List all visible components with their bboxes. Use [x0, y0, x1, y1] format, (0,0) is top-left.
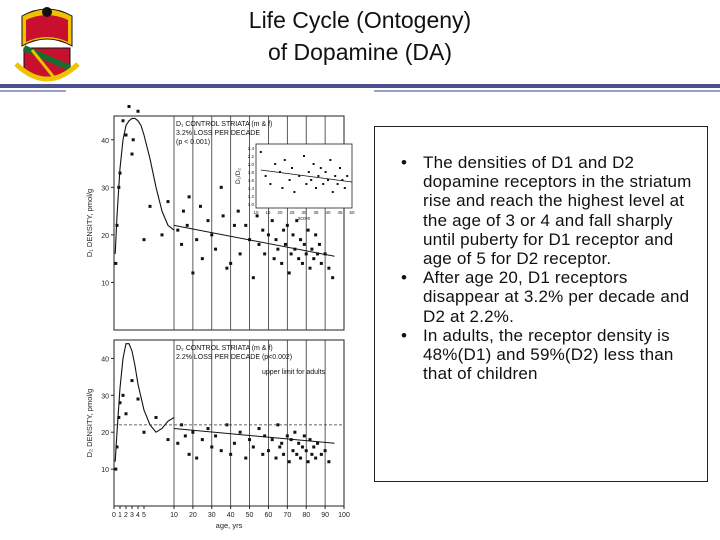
inset-point — [327, 179, 329, 181]
d1-point — [191, 271, 194, 274]
inset-xtick-label: 50 — [349, 210, 355, 215]
d1-ylabel: D₁ DENSITY, pmol/g — [85, 188, 94, 258]
d1-title: D₁ CONTROL STRIATA (m & f) — [176, 121, 273, 128]
d2-xtick-label: 100 — [338, 512, 350, 519]
d1-point — [132, 138, 135, 141]
d1-point — [252, 276, 255, 279]
d1-point — [290, 252, 293, 255]
d1-point — [309, 267, 312, 270]
d1-point — [273, 257, 276, 260]
d1-point — [114, 262, 117, 265]
d2-subtitle: 2.2% LOSS PER DECADE (p<0.002) — [176, 354, 293, 361]
d2-point — [191, 431, 194, 434]
d1-point — [275, 238, 278, 241]
inset-point — [289, 179, 291, 181]
d2-point — [327, 460, 330, 463]
d1-point — [182, 210, 185, 213]
d2-point — [122, 394, 125, 397]
d2-ytick-label: 20 — [101, 430, 109, 438]
d2-xtick-label: 30 — [207, 512, 216, 519]
d1-point — [116, 224, 119, 227]
d1-point — [288, 271, 291, 274]
d1-point — [320, 262, 323, 265]
d1-ytick-label: 20 — [101, 232, 109, 240]
d2-xtick-label: 3 — [130, 512, 134, 519]
d1-point — [318, 243, 321, 246]
inset-ytick-label: 2.2 — [247, 154, 254, 159]
d2-point — [309, 438, 312, 441]
d2-point — [278, 445, 281, 448]
d2-point — [244, 457, 247, 460]
inset-point — [308, 171, 310, 173]
d1-point — [310, 248, 313, 251]
d1-point — [131, 153, 134, 156]
d2-point — [114, 468, 117, 471]
d1-point — [161, 233, 164, 236]
inset-point — [274, 163, 276, 165]
slide-title — [140, 4, 580, 68]
d2-point — [233, 442, 236, 445]
d2-xtick-label: 10 — [170, 512, 178, 519]
d1-point — [237, 210, 240, 213]
inset-point — [293, 191, 295, 193]
d1-point — [117, 186, 120, 189]
inset-point — [322, 183, 324, 185]
d2-point — [184, 434, 187, 437]
d2-xlabel: age, yrs — [215, 521, 243, 530]
d2-point — [314, 457, 317, 460]
d2-point — [324, 449, 327, 452]
d1-point — [149, 205, 152, 208]
d1-point — [220, 186, 223, 189]
d2-xtick-label: 70 — [283, 512, 292, 519]
d2-point — [275, 457, 278, 460]
d1-point — [201, 257, 204, 260]
d1-point — [122, 119, 125, 122]
inset-ytick-label: 1.4 — [247, 186, 254, 191]
d1-point — [282, 229, 285, 232]
d2-xtick-label: 60 — [264, 512, 273, 519]
inset-xtick-label: 40 — [325, 210, 331, 215]
d2-point — [312, 445, 315, 448]
inset-point — [346, 175, 348, 177]
d2-annotation: upper limit for adults — [262, 369, 326, 376]
d1-point — [258, 243, 261, 246]
d2-point — [137, 398, 140, 401]
inset-ytick-label: 1.6 — [247, 178, 254, 183]
d1-point — [280, 262, 283, 265]
d1-point — [316, 252, 319, 255]
d2-point — [229, 453, 232, 456]
inset-point — [279, 171, 281, 173]
d2-point — [297, 442, 300, 445]
inset-ytick-label: 2.4 — [247, 146, 254, 151]
d2-point — [286, 434, 289, 437]
d1-point — [248, 238, 251, 241]
d2-xtick-label: 20 — [188, 512, 197, 519]
d1-point — [244, 224, 247, 227]
d2-point — [261, 453, 264, 456]
inset-ytick-label: 1.8 — [247, 170, 254, 175]
d1-point — [222, 214, 225, 217]
bullet-item: • In adults, the receptor density is 48%(D1) and 59%(D2) less than that of children — [397, 326, 697, 384]
d1-point — [137, 110, 140, 113]
d1-point — [125, 134, 128, 137]
d1-point — [307, 229, 310, 232]
d1-point — [267, 233, 270, 236]
inset-xtick-label: 35 — [313, 210, 319, 215]
d2-point — [293, 431, 296, 434]
d1-point — [199, 205, 202, 208]
d2-point — [220, 449, 223, 452]
d1-ytick-label: 40 — [101, 137, 109, 145]
figure-panel — [66, 88, 374, 540]
d1-point — [271, 219, 274, 222]
d1-point — [207, 219, 210, 222]
d1-point — [297, 257, 300, 260]
d2-point — [303, 434, 306, 437]
inset-point — [341, 179, 343, 181]
d1-point — [180, 243, 183, 246]
bullet-item: • The densities of D1 and D2 dopamine receptors in the striatum rise and reach the highest level at the age of 3 or 4 and fall sharply until puberty for D1 receptor and age of 5 for D2 receptor. — [397, 153, 697, 268]
inset-xlabel: score — [297, 216, 311, 222]
d2-ytick-label: 40 — [101, 356, 109, 364]
inset-point — [315, 187, 317, 189]
d1-trend-infancy — [115, 118, 174, 254]
inset-point — [291, 167, 293, 169]
d1-point — [176, 229, 179, 232]
d1-point — [312, 257, 315, 260]
d2-xtick-label: 40 — [226, 512, 235, 519]
d1-point — [305, 252, 308, 255]
d2-xtick-label: 1 — [118, 512, 122, 519]
d2-point — [301, 445, 304, 448]
d2-point — [299, 457, 302, 460]
bullet-list — [397, 153, 697, 383]
d2-xtick-label: 50 — [245, 512, 254, 519]
inset-xtick-label: 15 — [265, 210, 271, 215]
d2-point — [282, 453, 285, 456]
d2-point — [167, 438, 170, 441]
d2-point — [290, 438, 293, 441]
d2-point — [210, 445, 213, 448]
d2-point — [201, 438, 204, 441]
d2-ytick-label: 10 — [101, 467, 109, 475]
inset-point — [269, 183, 271, 185]
d2-trend-infancy — [115, 344, 174, 462]
d1-point — [188, 195, 191, 198]
inset-ylabel: D₁/D₂ — [235, 168, 242, 184]
inset-ytick-label: 1.2 — [247, 194, 254, 199]
d1-point — [299, 238, 302, 241]
crest-logo-icon — [12, 2, 82, 88]
d1-point — [286, 224, 289, 227]
d1-point — [293, 248, 296, 251]
d2-point — [305, 449, 308, 452]
bullet-textbox — [374, 126, 708, 482]
inset-point — [313, 163, 315, 165]
bullet-item: • After age 20, D1 receptors disappear at 3.2% per decade and D2 at 2.2%. — [397, 268, 697, 326]
d2-point — [316, 442, 319, 445]
d2-point — [252, 445, 255, 448]
d1-point — [214, 248, 217, 251]
d2-point — [267, 449, 270, 452]
figure-svg — [66, 88, 374, 540]
inset-point — [317, 175, 319, 177]
inset-point — [305, 183, 307, 185]
d1-point — [119, 172, 122, 175]
inset-point — [303, 155, 305, 157]
d1-annotation: (p < 0.001) — [176, 139, 211, 146]
d2-point — [117, 416, 120, 419]
inset-xtick-label: 25 — [289, 210, 295, 215]
d2-xtick-label: 5 — [142, 512, 146, 519]
d2-point — [288, 460, 291, 463]
d1-point — [167, 200, 170, 203]
inset-point — [281, 187, 283, 189]
title-line-1: Life Cycle (Ontogeny) — [248, 7, 472, 33]
d2-point — [143, 431, 146, 434]
d2-point — [195, 457, 198, 460]
d2-point — [310, 453, 313, 456]
side-band — [0, 0, 10, 540]
d2-point — [271, 438, 274, 441]
d1-point — [263, 252, 266, 255]
d2-title: D₂ CONTROL STRIATA (m & f) — [176, 345, 273, 352]
d2-point — [263, 434, 266, 437]
title-line-2: of Dopamine (DA) — [267, 39, 453, 65]
inset-point — [329, 159, 331, 161]
d1-point — [292, 233, 295, 236]
d2-xtick-label: 80 — [302, 512, 311, 519]
d1-point — [261, 229, 264, 232]
d1-point — [229, 262, 232, 265]
inset-point — [260, 151, 262, 153]
d2-point — [125, 412, 128, 415]
inset-point — [310, 179, 312, 181]
inset-xtick-label: 10 — [253, 210, 259, 215]
inset-point — [284, 159, 286, 161]
inset-point — [332, 191, 334, 193]
d2-point — [258, 427, 261, 430]
d2-point — [239, 431, 242, 434]
d1-point — [314, 233, 317, 236]
d2-xtick-label: 2 — [124, 512, 128, 519]
inset-point — [334, 175, 336, 177]
inset-point — [298, 175, 300, 177]
inset-xtick-label: 20 — [277, 210, 283, 215]
d2-point — [214, 434, 217, 437]
inset-point — [339, 167, 341, 169]
inset-ytick-label: 1.0 — [247, 202, 254, 207]
d2-ylabel: D₂ DENSITY, pmol/g — [85, 388, 94, 458]
d2-point — [131, 379, 134, 382]
inset-point — [337, 183, 339, 185]
d1-point — [225, 267, 228, 270]
d1-point — [143, 238, 146, 241]
inset-point — [320, 167, 322, 169]
d2-point — [248, 438, 251, 441]
d1-point — [239, 252, 242, 255]
d1-point — [324, 252, 327, 255]
d1-point — [233, 224, 236, 227]
d2-frame — [114, 340, 344, 506]
d2-point — [188, 453, 191, 456]
d1-ytick-label: 30 — [101, 185, 109, 193]
inset-xtick-label: 45 — [337, 210, 343, 215]
d2-point — [292, 449, 295, 452]
d1-point — [284, 243, 287, 246]
inset-point — [344, 187, 346, 189]
d1-point — [195, 238, 198, 241]
d1-point — [327, 267, 330, 270]
d1-point — [331, 276, 334, 279]
d2-point — [116, 445, 119, 448]
d1-point — [186, 224, 189, 227]
d2-point — [320, 453, 323, 456]
d2-point — [295, 453, 298, 456]
d2-point — [176, 442, 179, 445]
d2-xtick-label: 90 — [321, 512, 330, 519]
d2-point — [280, 442, 283, 445]
inset-xtick-label: 30 — [301, 210, 307, 215]
d1-point — [276, 248, 279, 251]
d2-point — [119, 401, 122, 404]
d2-point — [207, 427, 210, 430]
d1-point — [301, 262, 304, 265]
d1-point — [128, 105, 131, 108]
d2-xtick-label: 0 — [112, 512, 116, 519]
d1-subtitle: 3.2% LOSS PER DECADE — [176, 130, 261, 137]
inset-ytick-label: 2.0 — [247, 162, 254, 167]
d2-xtick-label: 4 — [136, 512, 140, 519]
d2-point — [307, 460, 310, 463]
d1-point — [303, 243, 306, 246]
d2-ytick-label: 30 — [101, 393, 109, 401]
inset-point — [265, 175, 267, 177]
d2-point — [155, 416, 158, 419]
d1-ytick-label: 10 — [101, 280, 109, 288]
inset-point — [325, 171, 327, 173]
d1-point — [210, 233, 213, 236]
